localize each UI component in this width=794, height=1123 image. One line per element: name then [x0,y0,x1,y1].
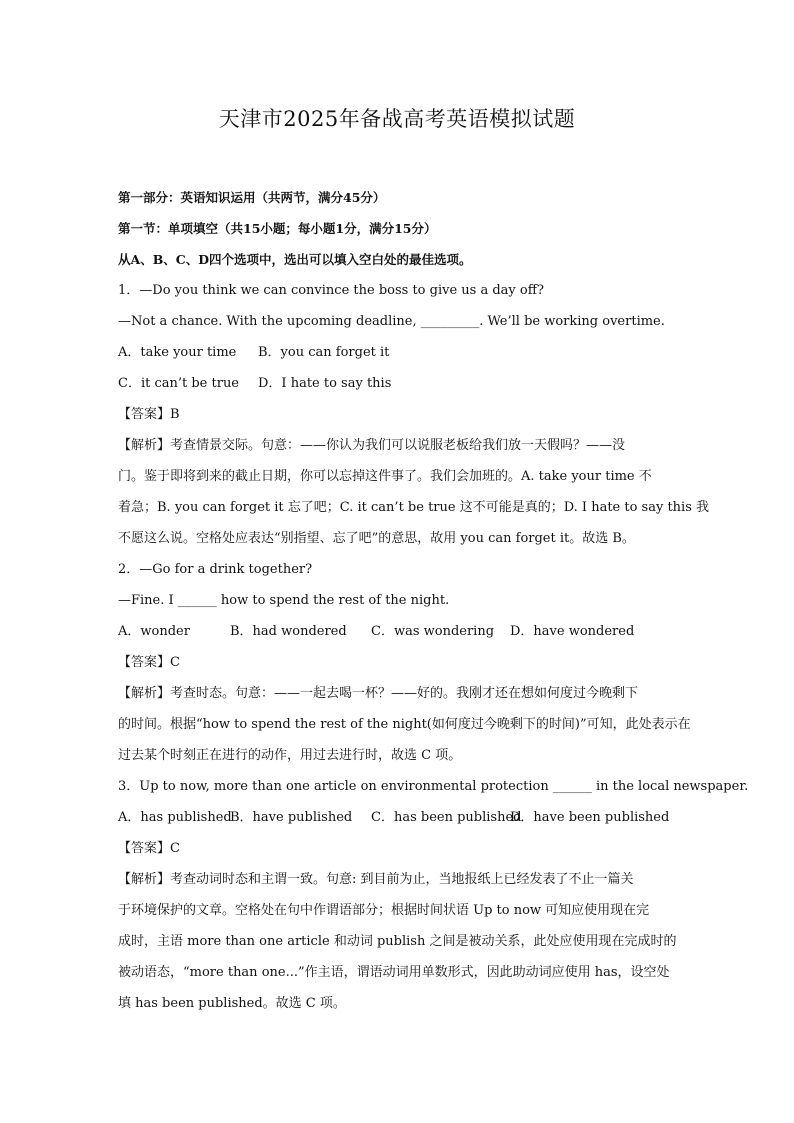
q3-stem: 3．Up to now, more than one article on environmental protection ______ in the local newspaper. [118,779,749,794]
q2-explanation-line: 过去某个时刻正在进行的动作，用过去进行时，故选 C 项。 [118,748,462,763]
q1-stem: 1．—Do you think we can convince the boss to give us a day off? [118,283,544,298]
q1-option-c: C．it can’t be true [118,376,240,391]
instructions: 从A、B、C、D四个选项中，选出可以填入空白处的最佳选项。 [118,252,472,267]
q1-options-row2 [118,368,678,399]
q2-answer: 【答案】C [118,655,180,670]
q2-option-d: D．have wondered [510,624,635,639]
section-heading: 第一节：单项填空（共15小题；每小题1分，满分15分） [118,221,437,236]
q3-explanation-line: 【解析】考查动词时态和主谓一致。句意: 到目前为止，当地报纸上已经发表了不止一篇关 [118,872,634,887]
q1-option-a: A．take your time [118,345,237,360]
q1-line2: —Not a chance. With the upcoming deadline, _________. We’ll be working overtime. [118,314,665,329]
q3-answer: 【答案】C [118,841,180,856]
q2-line2: —Fine. I ______ how to spend the rest of the night. [118,593,450,608]
q3-explanation-line: 成时，主语 more than one article 和动词 publish 之间是被动关系，此处应使用现在完成时的 [118,934,677,949]
q2-stem: 2．—Go for a drink together? [118,562,313,577]
q2-options-row [118,616,678,647]
document-body [118,182,749,1019]
q3-explanation-line: 填 has been published。故选 C 项。 [118,996,346,1011]
q3-options-row [118,802,678,833]
q2-option-a: A．wonder [118,624,190,639]
q3-option-d: D．have been published [510,810,670,825]
q3-option-b: B．have published [230,810,353,825]
part-heading: 第一部分：英语知识运用（共两节，满分45分） [118,190,386,205]
q3-option-a: A．has published [118,810,232,825]
q3-option-c: C．has been published [371,810,522,825]
q1-options-row1 [118,337,678,368]
q3-explanation-line: 于环境保护的文章。空格处在句中作谓语部分；根据时间状语 Up to now 可知应使用现在完 [118,903,650,918]
q1-option-b: B．you can forget it [258,345,390,360]
q2-explanation-line: 【解析】考查时态。句意：——一起去喝一杯？——好的。我刚才还在想如何度过今晚剩下 [118,686,639,701]
q1-option-d: D．I hate to say this [258,376,392,391]
q1-answer: 【答案】B [118,407,180,422]
q1-explanation-line: 【解析】考查情景交际。句意：——你认为我们可以说服老板给我们放一天假吗？——没 [118,438,626,453]
q1-explanation-line: 不愿这么说。空格处应表达“别指望、忘了吧”的意思，故用 you can forget it。故选 B。 [118,531,635,546]
q2-explanation-line: 的时间。根据“how to spend the rest of the night(如何度过今晚剩下的时间)”可知，此处表示在 [118,717,691,732]
q3-explanation-line: 被动语态，“more than one...”作主语，谓语动词用单数形式，因此助动词应使用 has，设空处 [118,965,670,980]
q1-explanation-line: 门。鉴于即将到来的截止日期，你可以忘掉这件事了。我们会加班的。A. take your time 不 [118,469,652,484]
q2-option-b: B．had wondered [230,624,347,639]
q2-option-c: C．was wondering [371,624,495,639]
document-title: 天津市2025年备战高考英语模拟试题 [218,107,576,131]
q1-explanation-line: 着急；B. you can forget it 忘了吧；C. it can’t be true 这不可能是真的；D. I hate to say this 我 [118,500,710,515]
